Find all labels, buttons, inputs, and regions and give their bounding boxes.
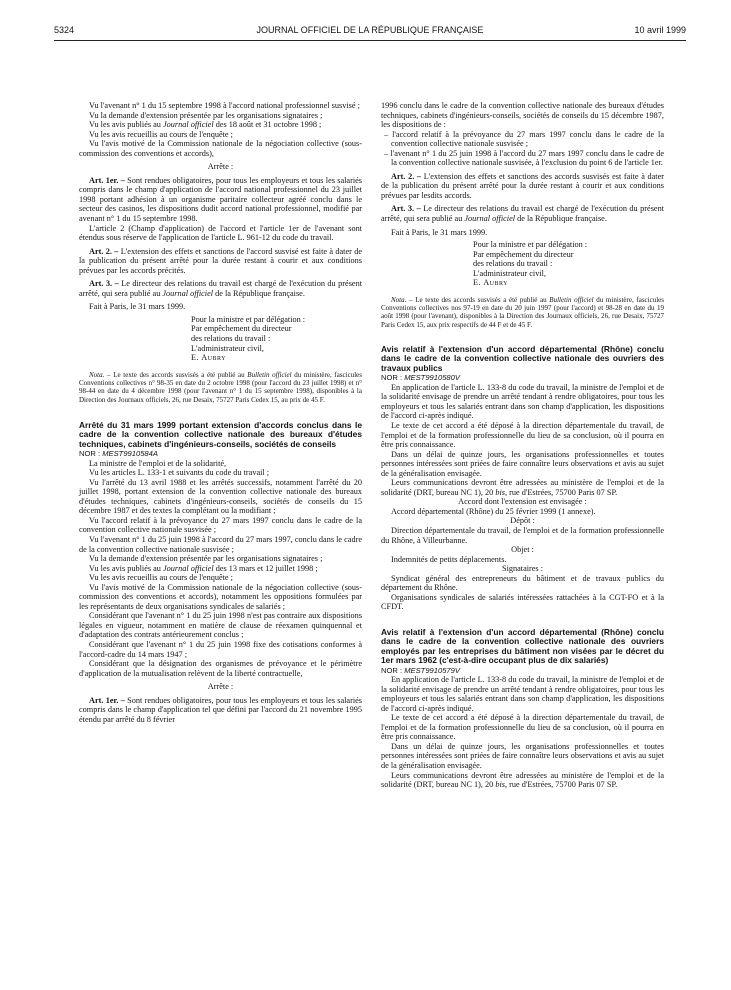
left-column bbox=[79, 101, 362, 724]
paragraph: Vu les avis recueillis au cours de l'enquête ; bbox=[89, 129, 233, 139]
list-item: – l'avenant n° 1 du 25 juin 1998 à l'accord du 27 mars 1997 conclu dans le cadre de la convention collective nationale susvisée, à l'exclusion du point 6 de l'article 1er. bbox=[384, 148, 664, 168]
nor-reference: NOR : MESТ9910584A bbox=[79, 449, 158, 459]
article: Art. 1er. – Sont rendues obligatoires, pour tous les employeurs et tous les salariés compris dans le champ d'application de l'accord national professionnel du 23 juillet 1998 portant adhésion à un organisme paritaire collecteur agréé conclu dans le secteur des casinos, les dispositions dudit accord national professionnel, modifié par avenant n° 1 du 15 septembre 1998. bbox=[79, 175, 362, 224]
paragraph: Direction départementale du travail, de l'emploi et de la formation professionnelle du Rhône, à Villeurbanne. bbox=[381, 526, 664, 545]
paragraph: Vu les avis publiés au Journal officiel des 13 mars et 12 juillet 1998 ; bbox=[89, 563, 318, 573]
article: Art. 1er. – Sont rendues obligatoires, pour tous les employeurs et tous les salariés compris dans le champ d'application tel que défini par l'accord du 21 novembre 1995 étendu par arrêté du 8 février bbox=[79, 695, 362, 724]
field-label: Accord dont l'extension est envisagée : bbox=[458, 497, 587, 507]
paragraph: Vu l'accord relatif à la prévoyance du 27 mars 1997 conclu dans le cadre de la convention collective nationale susvisée ; bbox=[79, 515, 362, 535]
paragraph: Vu l'avis motivé de la Commission nationale de la négociation collective (sous-commission des conventions et accords), bbox=[79, 139, 362, 158]
paragraph: Le texte de cet accord a été déposé à la direction départementale du travail, de l'emploi et de la formation professionnelle du lieu de sa conclusion, où il pourra en être pris connaissance. bbox=[381, 420, 664, 450]
paragraph: Vu la demande d'extension présentée par les organisations signataires ; bbox=[89, 554, 323, 564]
paragraph: Accord départemental (Rhône) du 25 février 1999 (1 annexe). bbox=[391, 506, 596, 516]
paragraph: L'article 2 (Champ d'application) de l'accord et l'article 1er de l'avenant sont étendus sous réserve de l'application de l'article L. 961-12 du code du travail. bbox=[79, 223, 362, 243]
nota: Nota. – Le texte des accords susvisés a été publié au Bulletin officiel du ministère, fascicules Conventions collectives nos 97-19 en date du 20 juin 1997 (pour l'accord) et 98-28 en date du 19 août 1998 (pour l'avenant), disponibles à la Direction des Journaux officiels, 26, rue Desaix, 75727 Paris Cedex 15, aux prix respectifs de 44 F et de 45 F. bbox=[381, 295, 664, 329]
right-column bbox=[381, 101, 664, 790]
paragraph: Considérant que l'avenant n° 1 du 25 juin 1998 fixe des cotisations conformes à l'accord-cadre du 14 mars 1947 ; bbox=[79, 640, 362, 659]
paragraph: Organisations syndicales de salariés intéressées rattachées à la CGT-FO et à la CFDT. bbox=[381, 592, 664, 612]
signature-date: Fait à Paris, le 31 mars 1999. bbox=[391, 227, 488, 237]
paragraph: Le texte de cet accord a été déposé à la direction départementale du travail, de l'emploi et de la formation professionnelle du lieu de sa conclusion, où il pourra en être pris connaissance. bbox=[381, 713, 664, 742]
paragraph: Syndicat général des entrepreneurs du bâtiment et de travaux publics du département du Rhône. bbox=[381, 573, 664, 593]
signatory-name: E. Aubry bbox=[473, 278, 509, 288]
signature-block: Pour la ministre et par délégation : Par empêchement du directeur des relations du travail : L'administrateur civil, E. Aubry bbox=[191, 315, 362, 363]
section-heading: Avis relatif à l'extension d'un accord départemental (Rhône) conclu dans le cadre de la convention collective nationale des ouvriers employés par les entreprises du bâtiment non visées par le décret du 1er mars 1962 (c'est-à-dire occupant plus de dix salariés) bbox=[381, 626, 664, 666]
paragraph: La ministre de l'emploi et de la solidarité, bbox=[89, 458, 227, 468]
paragraph: En application de l'article L. 133-8 du code du travail, la ministre de l'emploi et de la solidarité envisage de prendre un arrêté tendant à rendre obligatoires, pour tous les employeurs et tous les salariés entrant dans son champ d'application, les dispositions de l'accord ci-après indiqué. bbox=[381, 675, 664, 713]
nor-reference: NOR : MESТ9910580V bbox=[381, 373, 460, 383]
nota: Nota. – Le texte des accords susvisés a été publié au Bulletin officiel du ministère, fascicules Conventions collectives n° 98-35 en date du 2 octobre 1998 (pour l'accord du 23 juillet 1998) et n° 98-44 en date du 4 décembre 1998 (pour l'avenant n° 1 du 15 septembre 1998), disponibles à la Direction des Journaux officiels, 26, rue Desaix, 75727 Paris Cedex 15, au prix de 45 F. bbox=[79, 370, 362, 404]
paragraph: Vu l'arrêté du 13 avril 1988 et les arrêtés successifs, notamment l'arrêté du 20 juillet 1998, portant extension de la convention collective nationale des bureaux d'études techniques, cabinets d'ingénieurs-conseils, sociétés de conseils du 15 décembre 1987 et des textes la complétant ou la modifiant ; bbox=[79, 477, 362, 516]
section-heading: Arrêté du 31 mars 1999 portant extension d'accords conclus dans le cadre de la convention collective nationale des bureaux d'études techniques, cabinets d'ingénieurs-conseils, sociétés de conseils bbox=[79, 419, 362, 449]
field-label: Objet : bbox=[511, 545, 534, 555]
paragraph: Vu les avis publiés au Journal officiel des 18 août et 31 octobre 1998 ; bbox=[89, 120, 322, 130]
article: Art. 3. – Le directeur des relations du travail est chargé de l'exécution du présent arrêté, qui sera publié au Journal officiel de la République française. bbox=[79, 279, 362, 298]
signature-block: Pour la ministre et par délégation : Par empêchement du directeur des relations du travail : L'administrateur civil, E. Aubry bbox=[473, 240, 664, 288]
paragraph: 1996 conclu dans le cadre de la convention collective nationale des bureaux d'études techniques, cabinets d'ingénieurs-conseils, sociétés de conseils du 15 décembre 1987, les dispositions de : bbox=[381, 101, 664, 130]
page-header bbox=[54, 25, 686, 39]
paragraph: Vu les articles L. 133-1 et suivants du code du travail ; bbox=[89, 468, 270, 478]
paragraph: En application de l'article L. 133-8 du code du travail, la ministre de l'emploi et de la solidarité envisage de prendre un arrêté tendant à rendre obligatoires, pour tous les employeurs et tous les salariés entrant dans son champ d'application, les dispositions de l'accord ci-après indiqué. bbox=[381, 382, 664, 421]
page-number: 5324 bbox=[54, 25, 75, 35]
list-item: – l'accord relatif à la prévoyance du 27 mars 1997 conclu dans le cadre de la convention collective nationale susvisée ; bbox=[384, 129, 664, 149]
field-label: Dépôt : bbox=[510, 516, 535, 526]
paragraph: Vu les avis recueillis au cours de l'enquête ; bbox=[89, 573, 233, 583]
header-rule bbox=[54, 40, 686, 41]
paragraph: Dans un délai de quinze jours, les organisations professionnelles et toutes personnes intéressées sont priées de faire connaître leurs observations et avis au sujet de la généralisation envisagée. bbox=[381, 449, 664, 478]
issue-date: 10 avril 1999 bbox=[634, 25, 686, 35]
paragraph: Vu la demande d'extension présentée par les organisations signataires ; bbox=[89, 110, 323, 120]
arrete-label: Arrête : bbox=[207, 162, 234, 172]
field-label: Signataires : bbox=[501, 564, 543, 574]
paragraph: Leurs communications devront être adressées au ministère de l'emploi et de la solidarité (DRT, bureau NC 1), 20 bis, rue d'Estrées, 75700 Paris 07 SP. bbox=[381, 770, 664, 790]
paragraph: Considérant que l'avenant n° 1 du 25 juin 1998 n'est pas contraire aux dispositions légales en vigueur, notamment en matière de clause de réexamen quinquennal et d'adaptation des contrats antérieurement conclus ; bbox=[79, 611, 362, 640]
signatory-name: E. Aubry bbox=[191, 353, 227, 363]
section-heading: Avis relatif à l'extension d'un accord départemental (Rhône) conclu dans le cadre de la convention collective nationale des ouvriers des travaux publics bbox=[381, 344, 664, 373]
paragraph: Considérant que la désignation des organismes de prévoyance et le périmètre d'application de la mutualisation relèvent de la liberté contractuelle, bbox=[79, 659, 362, 678]
paragraph: Dans un délai de quinze jours, les organisations professionnelles et toutes personnes intéressées sont priées de faire connaître leurs observations et avis au sujet de la généralisation envisagée. bbox=[381, 741, 664, 771]
journal-title: JOURNAL OFFICIEL DE LA RÉPUBLIQUE FRANÇAISE bbox=[256, 25, 484, 35]
paragraph: Leurs communications devront être adressées au ministère de l'emploi et de la solidarité (DRT, bureau NC 1), 20 bis, rue d'Estrées, 75700 Paris 07 SP. bbox=[381, 478, 664, 497]
paragraph: Indemnités de petits déplacements. bbox=[391, 554, 507, 564]
paragraph: Vu l'avenant n° 1 du 15 septembre 1998 à l'accord national professionnel susvisé ; bbox=[89, 101, 360, 110]
article: Art. 2. – L'extension des effets et sanctions de l'accord susvisé est faite à dater de la publication du présent arrêté pour la durée restant à courir et aux conditions prévues par les accords précités. bbox=[79, 246, 362, 275]
article: Art. 3. – Le directeur des relations du travail est chargé de l'exécution du présent arrêté, qui sera publié au Journal officiel de la République française. bbox=[381, 204, 664, 224]
signature-date: Fait à Paris, le 31 mars 1999. bbox=[89, 302, 186, 312]
article: Art. 2. – L'extension des effets et sanctions des accords susvisés est faite à dater de la publication du présent arrêté pour la durée restant à courir et aux conditions prévues par lesdits accords. bbox=[381, 171, 664, 200]
nor-reference: NOR : MESТ9910579V bbox=[381, 665, 460, 675]
arrete-label: Arrête : bbox=[207, 682, 234, 692]
paragraph: Vu l'avenant n° 1 du 25 juin 1998 à l'accord du 27 mars 1997, conclu dans le cadre de la convention collective nationale susvisée ; bbox=[79, 535, 362, 554]
paragraph: Vu l'avis motivé de la Commission nationale de la négociation collective (sous-commission des conventions et accords), notamment les oppositions formulées par les représentants de deux organisations syndicales de salariés ; bbox=[79, 582, 362, 611]
